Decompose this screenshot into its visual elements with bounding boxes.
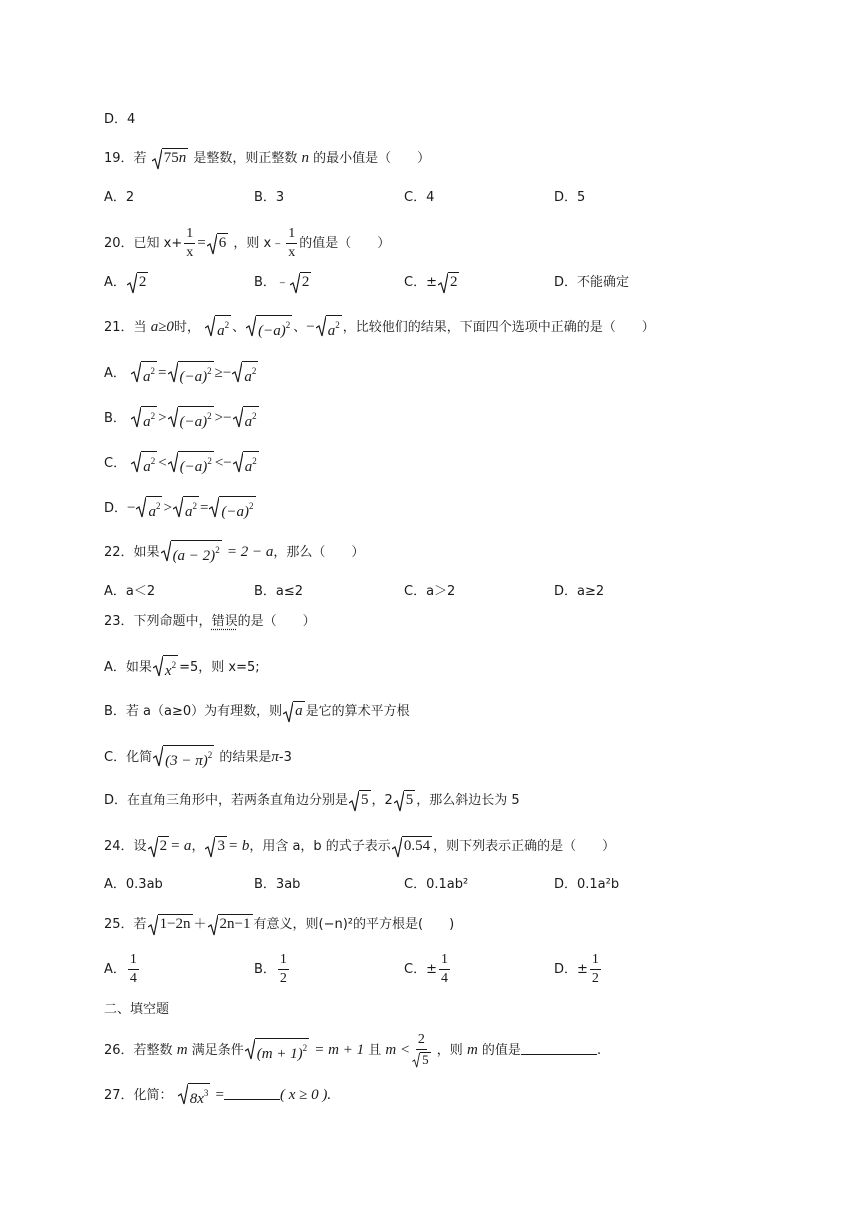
q21-cond: a≥0 <box>150 319 174 335</box>
sqrt-75n: 75n <box>152 148 189 170</box>
q24-option-c: C．0.1ab² <box>404 877 469 892</box>
q20-option-a: A． 2 <box>104 271 149 295</box>
q20-option-d: D．不能确定 <box>554 275 630 290</box>
question-26: 26．若整数 m 满足条件 $(m + 1)^2$ = m + 1 且 m < $\frac{2}{5}$ ，则 m 的值是 . <box>104 1032 602 1067</box>
q21-option-a: A． $a^2$ = $(-a)^2$ ≥− $a^2$ <box>104 361 259 385</box>
q19-option-b: B．3 <box>254 190 285 205</box>
q23-option-b: B．若 a（a≥0）为有理数，则 a 是它的算术平方根 <box>104 700 410 724</box>
q20-fraction-1: $\frac{1}{x}$ <box>186 226 194 260</box>
q23-option-c: C．化简 $(3 - \pi)^2$ 的结果是π-3 <box>104 745 292 769</box>
q20-option-b: B．﹣ 2 <box>254 271 312 295</box>
q20-mid: ，则 x﹣ <box>233 236 285 251</box>
q27-answer-blank[interactable] <box>224 1085 280 1100</box>
question-20 <box>104 225 390 261</box>
sqrt-2: 2 <box>290 272 312 294</box>
sqrt-6: 6 <box>207 233 229 255</box>
q25-option-d: D．± $\frac{1}{2}$ <box>554 952 599 986</box>
sqrt-a-squared: $a^2$ <box>316 315 342 340</box>
q23-option-d: D．在直角三角形中，若两条直角边分别是 5 ，2 5 ，那么斜边长为 5 <box>104 789 520 813</box>
question-25: 25．若 1−2n ＋ 2n−1 有意义，则(−n)²的平方根是( ) <box>104 913 454 937</box>
q25-option-b: B． $\frac{1}{2}$ <box>254 952 287 986</box>
section-heading-fill-in: 二、填空题 <box>104 1002 170 1017</box>
q25-option-a: A． $\frac{1}{4}$ <box>104 952 137 986</box>
sqrt-a-minus-2-squared: $(a - 2)^2$ <box>161 540 222 565</box>
sqrt-2: 2 <box>127 272 149 294</box>
q24-option-d: D．0.1a²b <box>554 877 620 892</box>
q22-option-d: D．a≥2 <box>554 584 605 599</box>
q19-option-c: C．4 <box>404 190 435 205</box>
q20-post: 的值是（ ） <box>299 236 391 251</box>
q21-option-c: C． $a^2$ < $(-a)^2$ <− $a^2$ <box>104 451 260 475</box>
q19-option-d: D．5 <box>554 190 586 205</box>
q23-emphasis: 错误 <box>211 614 238 629</box>
q23-option-a: A．如果 $x^2$ =5，则 x=5; <box>104 655 260 679</box>
q22-option-a: A．a＜2 <box>104 584 156 599</box>
sqrt-a-squared: $a^2$ <box>205 315 231 340</box>
q18-option-d: D．4 <box>104 112 136 127</box>
q21-option-d: D．− $a^2$ > $a^2$ = $(-a)^2$ <box>104 496 257 520</box>
sqrt-2: 2 <box>438 272 460 294</box>
q19-var: n <box>301 150 309 166</box>
q20-option-c: C．± 2 <box>404 271 460 295</box>
question-21: 21．当 a≥0时， $a^2$ 、 $(-a)^2$ 、− $a^2$ ，比较他们的结果，下面四个选项中正确的是（ ） <box>104 315 655 339</box>
question-27: 27．化简： $8x^3$ = ( x ≥ 0 ). <box>104 1083 331 1107</box>
q20-pre: 已知 x+ <box>133 236 183 251</box>
q22-option-c: C．a＞2 <box>404 584 456 599</box>
question-19 <box>104 146 430 170</box>
q24-option-a: A．0.3ab <box>104 877 163 892</box>
q19-post2: 的最小值是（ ） <box>313 151 431 166</box>
question-23: 23．下列命题中，错误的是（ ） <box>104 614 316 629</box>
q19-pre: 若 <box>133 151 147 166</box>
q20-number: 20． <box>104 236 134 251</box>
q19-number: 19． <box>104 151 134 166</box>
question-22: 22．如果 $(a - 2)^2$ = 2 − a，那么（ ） <box>104 540 364 564</box>
q22-option-b: B．a≤2 <box>254 584 304 599</box>
q19-post: 是整数，则正整数 <box>193 151 298 166</box>
q26-answer-blank[interactable] <box>521 1040 597 1055</box>
q21-option-b: B． $a^2$ > $(-a)^2$ >− $a^2$ <box>104 406 260 430</box>
question-24: 24．设 2 = a， 3 = b，用含 a，b 的式子表示 0.54 ，则下列表示正确的是（ ） <box>104 834 615 858</box>
sqrt-neg-a-squared: $(-a)^2$ <box>246 315 292 340</box>
q20-fraction-2: $\frac{1}{x}$ <box>288 226 296 260</box>
q24-option-b: B．3ab <box>254 877 301 892</box>
q20-eq: = <box>197 235 206 251</box>
q19-option-a: A．2 <box>104 190 135 205</box>
q25-option-c: C．± $\frac{1}{4}$ <box>404 952 448 986</box>
